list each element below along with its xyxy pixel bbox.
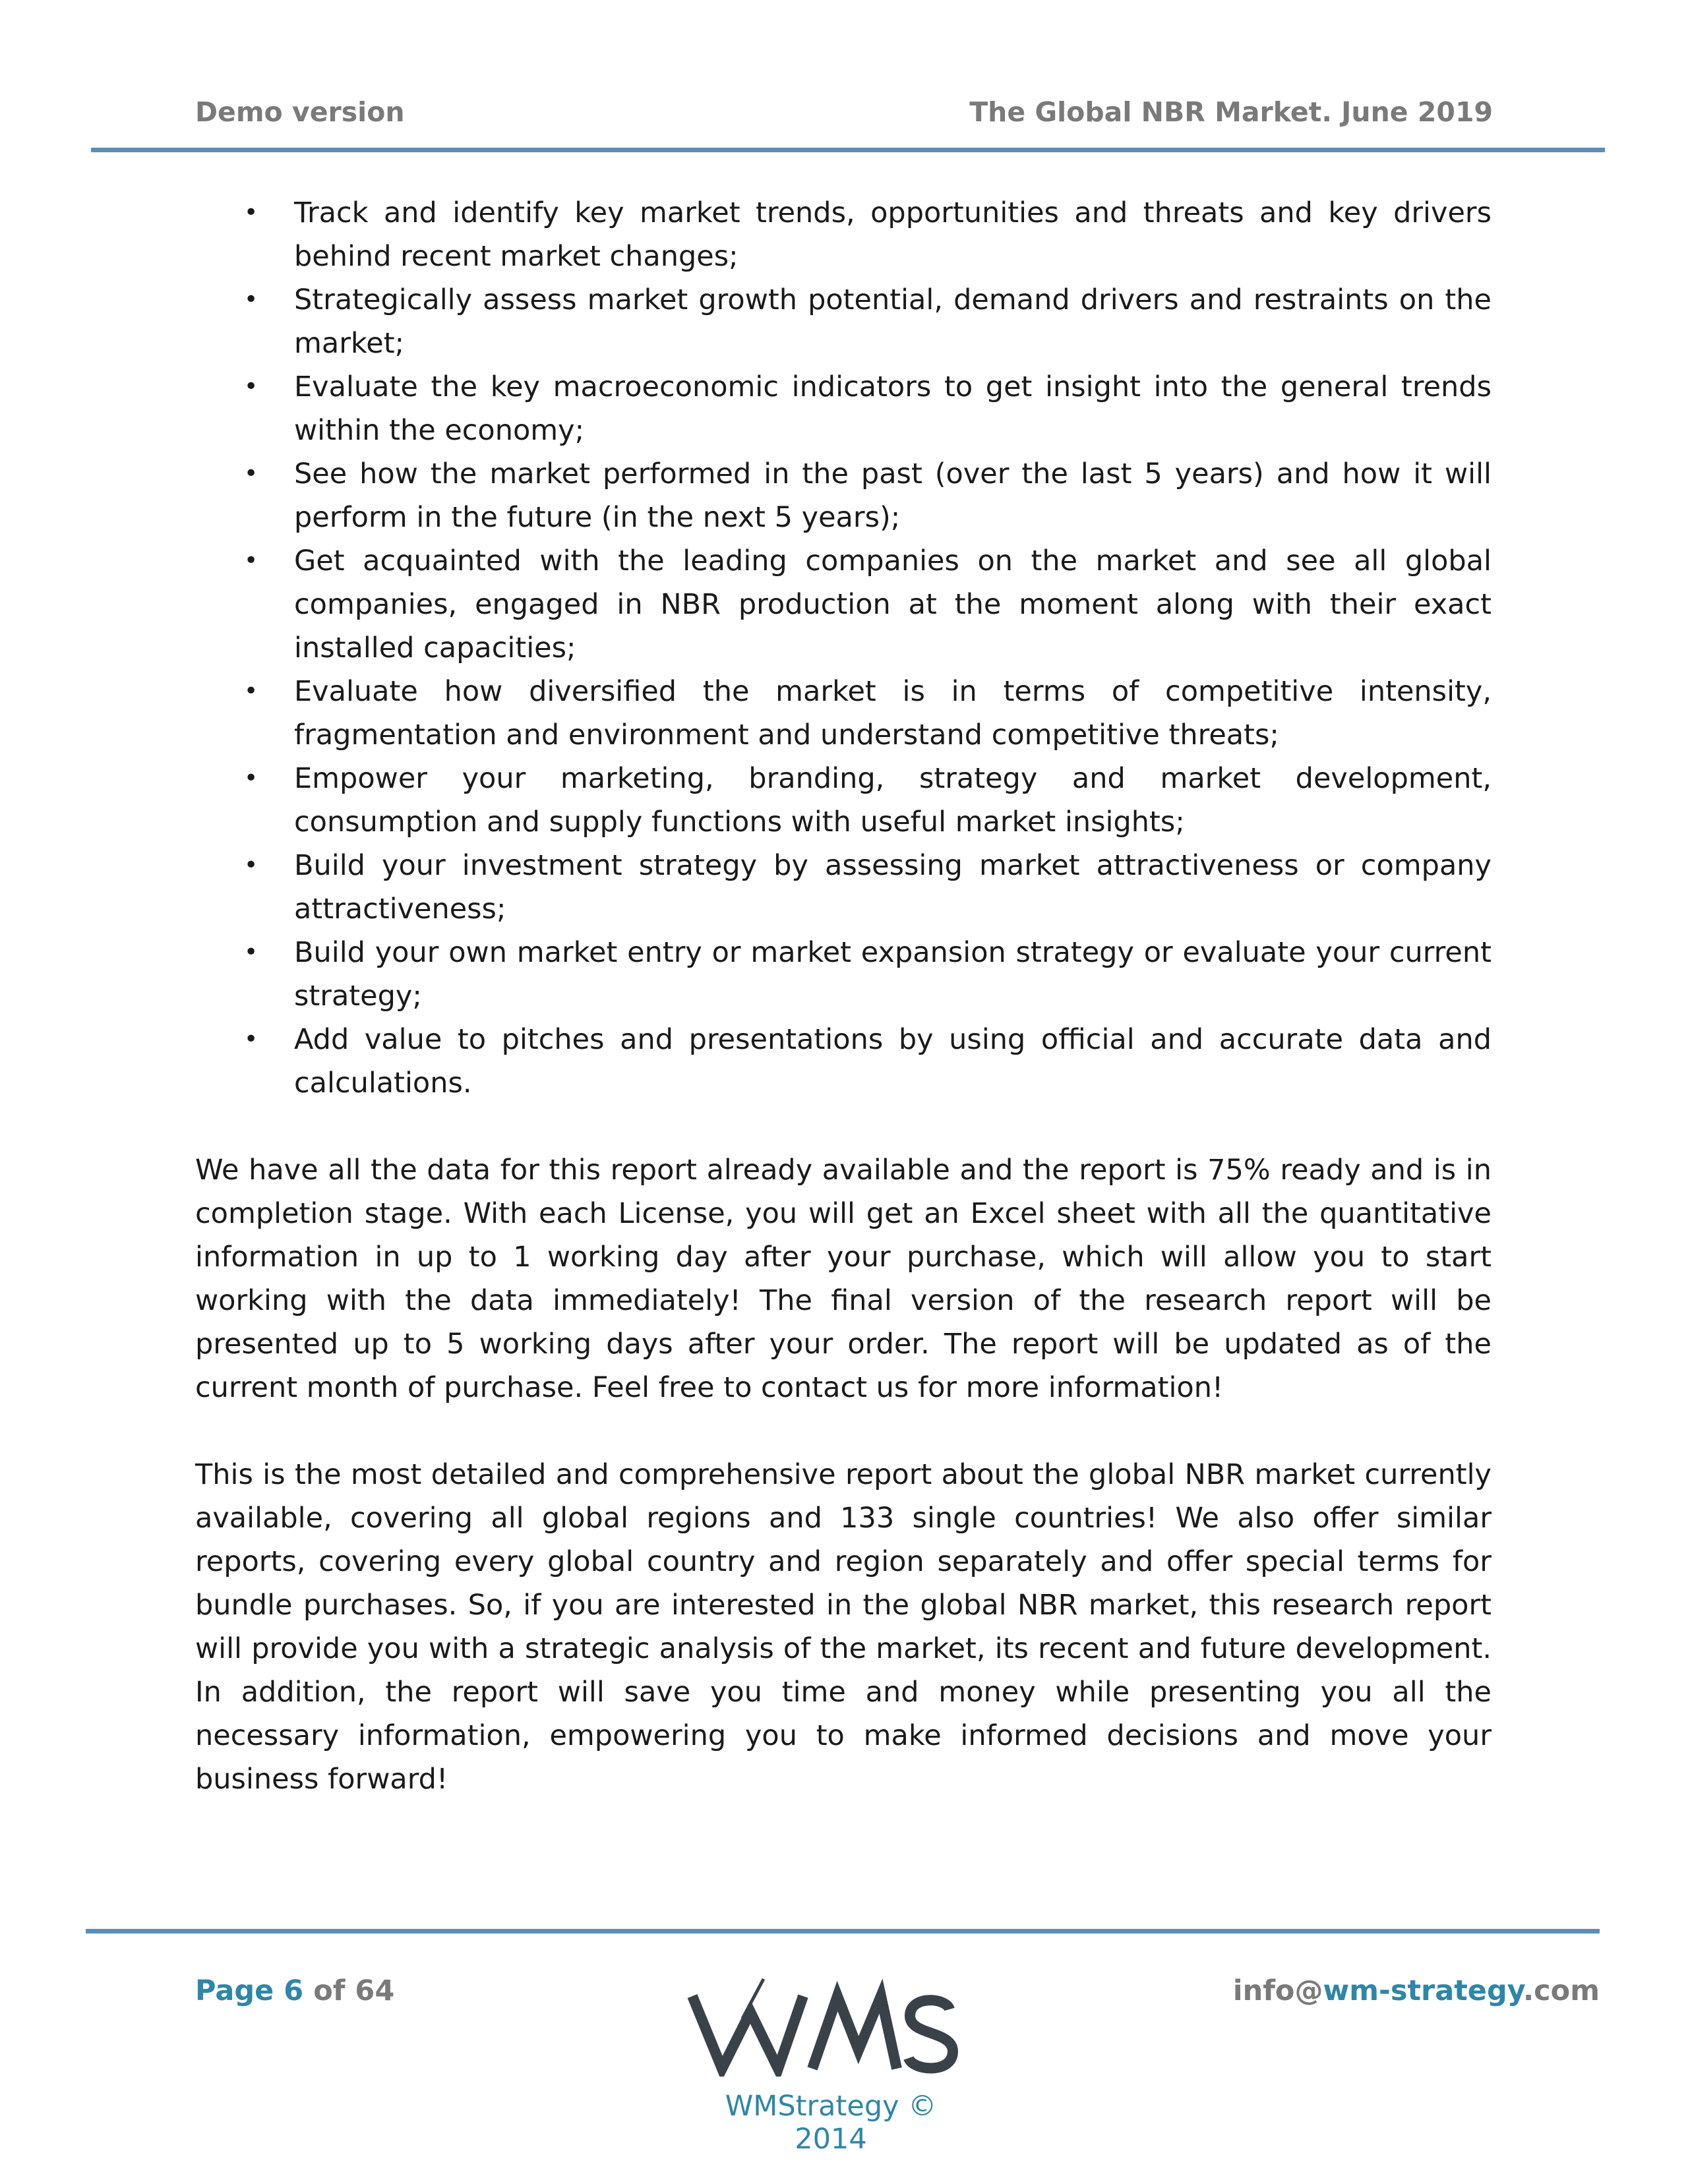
header-left-label: Demo version [195,96,405,128]
page-content [195,191,1492,1801]
header-right-title: The Global NBR Market. June 2019 [969,96,1493,128]
bullet-icon: • [244,852,258,879]
benefits-list [195,191,1492,1105]
list-item-text: Add value to pitches and presentations by using official and accurate data and calculations. [294,1023,1492,1100]
logo-letter-m [812,1996,897,2069]
paragraph-data-availability: We have all the data for this report already available and the report is 75% ready and is in completion stage. With each License, you will get an Excel sheet with all the quantitative information in up to 1 working day after your purchase, which will allow you to start working with the data immediately! The final version of the research report will be presented up to 5 working days after your order. The report will be updated as of the current month of purchase. Feel free to contact us for more information! [195,1154,1492,1404]
list-item [195,757,1492,844]
list-item-text: Evaluate how diversified the market is in terms of competitive intensity, fragmentation and environment and understand competitive threats; [294,675,1492,752]
footer-divider [86,1929,1600,1933]
email-domain: wm-strategy [1323,1974,1523,2007]
bullet-icon: • [244,373,258,400]
bullet-icon: • [244,678,258,705]
paragraph-report-summary: This is the most detailed and comprehensive report about the global NBR market currently available, covering all global regions and 133 single countries! We also offer similar reports, covering every global country and region separately and offer special terms for bundle purchases. So, if you are interested in the global NBR market, this research report will provide you with a strategic analysis of the market, its recent and future development. In addition, the report will save you time and money while presenting you all the necessary information, empowering you to make informed decisions and move your business forward! [195,1458,1492,1796]
list-item [195,278,1492,365]
copyright-text: WMStrategy © 2014 [725,2090,937,2156]
contact-email[interactable] [1233,1974,1600,2007]
bullet-icon: • [244,765,258,792]
page-total: of 64 [303,1974,395,2007]
email-tld: .com [1522,1974,1600,2007]
list-item-text: Build your investment strategy by assessing market attractiveness or company attractiveness; [294,849,1492,926]
bullet-icon: • [244,460,258,487]
list-item [195,191,1492,278]
bullet-icon: • [244,547,258,574]
page-prefix: Page [195,1974,284,2007]
wms-logo-icon [686,1978,963,2077]
bullet-icon: • [244,199,258,226]
bullet-icon: • [244,286,258,313]
list-item [195,539,1492,670]
list-item-text: Build your own market entry or market expansion strategy or evaluate your current strategy; [294,936,1492,1013]
list-item-text: Empower your marketing, branding, strategy and market development, consumption and supply functions with useful market insights; [294,762,1492,839]
list-item-text: See how the market performed in the past (over the last 5 years) and how it will perform in the future (in the next 5 years); [294,457,1492,534]
list-item [195,931,1492,1018]
logo-letter-s [909,2000,953,2068]
list-item [195,844,1492,931]
header-divider [91,148,1605,152]
list-item [195,365,1492,452]
list-item-text: Evaluate the key macroeconomic indicators to get insight into the general trends within the economy; [294,370,1492,447]
list-item-text: Strategically assess market growth potential, demand drivers and restraints on the market; [294,283,1492,360]
list-item [195,452,1492,539]
bullet-icon: • [244,939,258,966]
list-item-text: Get acquainted with the leading companies on the market and see all global companies, engaged in NBR production at the moment along with their exact installed capacities; [294,545,1492,664]
page-indicator [195,1974,394,2007]
bullet-icon: • [244,1026,258,1053]
list-item-text: Track and identify key market trends, opportunities and threats and key drivers behind recent market changes; [294,196,1492,273]
list-item [195,1018,1492,1105]
page-number: 6 [284,1974,304,2007]
email-user: info@ [1232,1974,1323,2007]
list-item [195,670,1492,757]
